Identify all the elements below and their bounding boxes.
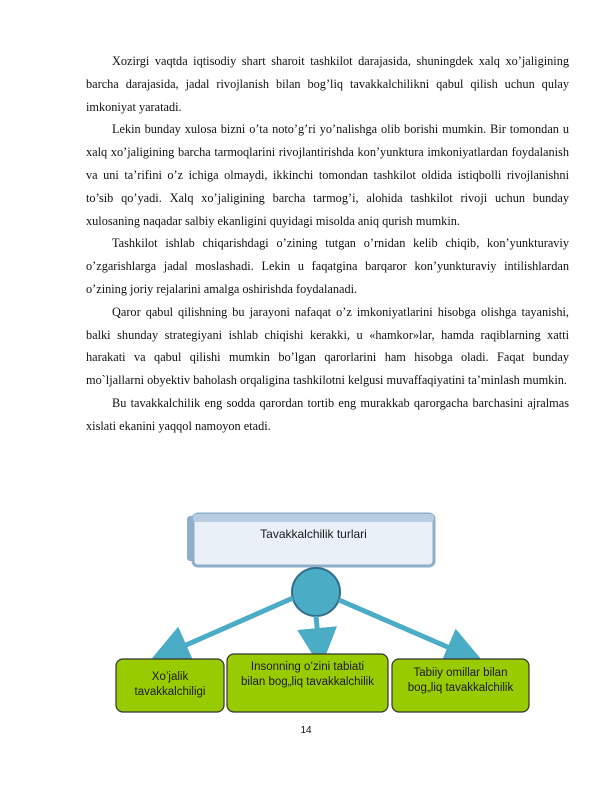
paragraph: Bu tavakkalchilik eng sodda qarordan tortib eng murakkab qarorgacha barchasini ajralmas xislati ekanini yaqqol namoyon etadi. [86, 395, 569, 433]
box-natural-factors-risk-label [392, 666, 529, 696]
arrow-left [168, 598, 293, 653]
paragraph: Lekin bunday xulosa bizni o’ta noto’g’ri yo’nalishga olib borishi mumkin. Bir tomondan u xalq xo’jaligining barcha tarmoqlarini rivojlantirishda kon’yunktura imkoniyatlardan foydalanish va uni ta’rifini o’z ichiga olmaydi, ikkinchi tomondan tashkilot oldida istiqbolli rivojlanishni to’sib qo’yadi. Xalq xo’jaligining barcha tarmog’i, alohida tashkilot rivoji uchun bunday xulosaning naqadar salbiy ekanligini quyidagi misolda aniq qurish mumkin. [86, 122, 569, 228]
arrow-right [339, 600, 466, 655]
center-circle [292, 568, 340, 616]
box-label-line: bog„liq tavakkalchilik [407, 682, 514, 694]
box-label-line: bilan bog„liq tavakkalchilik [241, 676, 374, 688]
paragraph: Tashkilot ishlab chiqarishdagi o’zining tutgan o’rnidan kelib chiqib, kon’yunkturaviy o’zgarishlarga jadal moslashadi. Lekin u faqatgina barqaror kon’yunkturaviy intilishlardan o’zining joriy rejalarini amalga oshirishda foydalanadi. [86, 236, 569, 296]
arrow-center [316, 616, 319, 648]
page-number: 14 [300, 725, 312, 736]
box-label-line: tavakkalchiligi [134, 686, 206, 698]
diagram-title: Tavakkalchilik turlari [260, 527, 367, 541]
box-economic-risk-label [116, 670, 224, 700]
paragraph: Qaror qabul qilishning bu jarayoni nafaqat o’z imkoniyatlarini hisobga olishga tayanishi, balki shunday strategiyani ishlab chiqishi kerakki, u «hamkor»lar, hamda raqiblarning xatti harakati va qabul qilishi mumkin bo’lgan qarorlarini ham hisobga oladi. Faqat bunday mo`ljallarni obyektiv baholash orqaligina tashkilotni kelgusi muvaffaqiyatini ta’minlash mumkin. [86, 304, 569, 388]
box-label-line: Xo’jalik [151, 671, 189, 683]
box-label-line: Insonning o’zini tabiati [250, 661, 365, 673]
banner-top-edge [193, 514, 434, 522]
box-label-line: Tabiiy omillar bilan [413, 667, 508, 679]
paragraph: Xozirgi vaqtda iqtisodiy shart sharoit tashkilot darajasida, shuningdek xalq xo’jaligining barcha darajasida, jadal rivojlanish bilan bog’liq tavakkalchilikni qabul qilish uchun qulay imkoniyat yaratadi. [86, 54, 569, 114]
box-human-nature-risk-label [227, 660, 388, 690]
